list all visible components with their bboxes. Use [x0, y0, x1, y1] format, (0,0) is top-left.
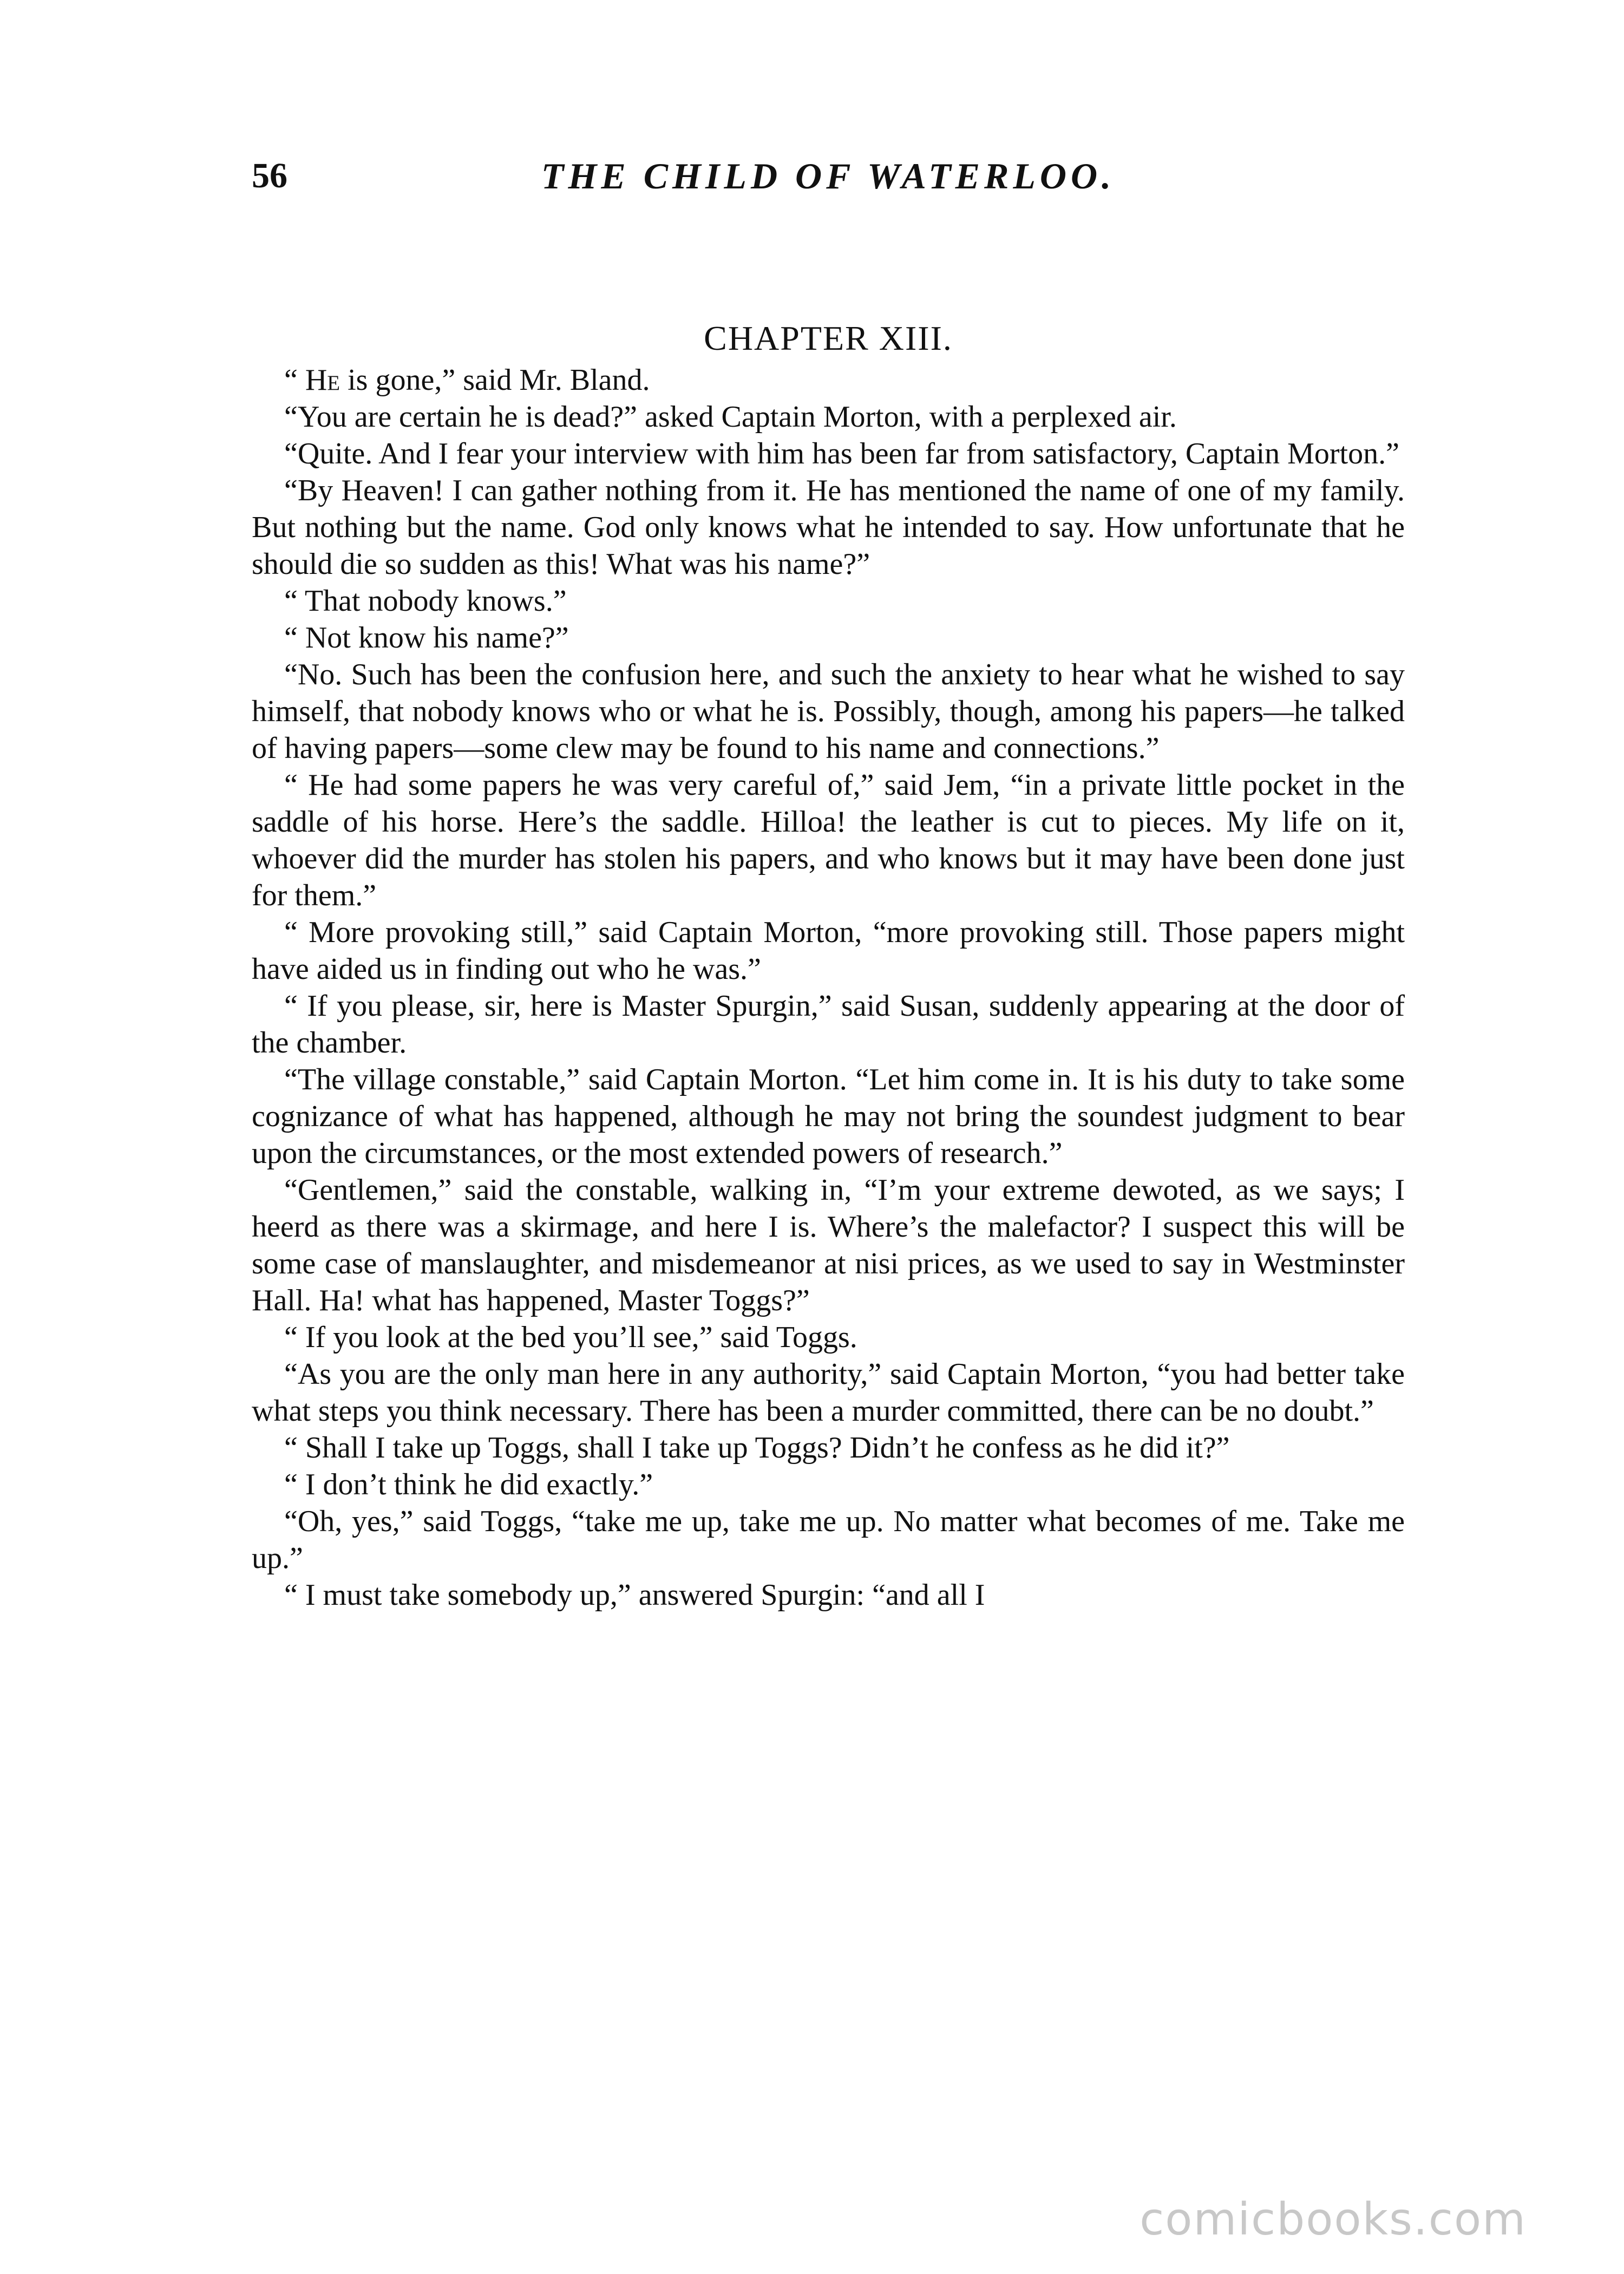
watermark-logo: comicbooks.com — [1140, 2194, 1527, 2245]
paragraph: “Gentlemen,” said the constable, walking in, “I’m your extreme dewoted, as we says; I heerd as there was a skirmage, and here I is. Where’s the malefactor? I suspect this will be some case of manslaughter, and misdemeanor at nisi prices, as we used to say in Westminster Hall. Ha! what has happened, Master Toggs?” — [252, 1173, 1405, 1317]
paragraph: “ If you please, sir, here is Master Spurgin,” said Susan, suddenly appearing at the door of the chamber. — [252, 989, 1405, 1060]
running-title: THE CHILD OF WATERLOO. — [541, 155, 1116, 197]
page-header — [252, 152, 1405, 200]
chapter-title: CHAPTER XIII. — [704, 319, 953, 357]
paragraph: “ I must take somebody up,” answered Spurgin: “and all I — [284, 1578, 985, 1612]
paragraph: “You are certain he is dead?” asked Captain Morton, with a perplexed air. — [284, 400, 1177, 434]
paragraph — [252, 362, 1405, 398]
paragraph: “No. Such has been the confusion here, and such the anxiety to hear what he wished to say himself, that nobody knows who or what he is. Possibly, though, among his papers—he talked of having papers—some clew may be found to his name and connections.” — [252, 658, 1405, 765]
paragraph-lead: “ He — [284, 363, 340, 397]
paragraph: “ If you look at the bed you’ll see,” said Toggs. — [284, 1321, 857, 1354]
paragraph: “By Heaven! I can gather nothing from it. He has mentioned the name of one of my family. But nothing but the name. God only knows what he intended to say. How unfortunate that he should die so sudden as this! What was his name?” — [252, 474, 1405, 581]
paragraph: “ I don’t think he did exactly.” — [284, 1468, 653, 1501]
paragraph: “ More provoking still,” said Captain Morton, “more provoking still. Those papers might have aided us in finding out who he was.” — [252, 916, 1405, 986]
page-number: 56 — [252, 156, 287, 195]
paragraph: “As you are the only man here in any authority,” said Captain Morton, “you had better take what steps you think necessary. There has been a murder committed, there can be no doubt.” — [252, 1357, 1405, 1428]
paragraph: “ Not know his name?” — [284, 621, 569, 655]
paragraph: “ That nobody knows.” — [284, 584, 567, 618]
paragraph: “The village constable,” said Captain Morton. “Let him come in. It is his duty to take some cognizance of what has happened, although he may not bring the soundest judgment to bear upon the circumstances, or the most extended powers of research.” — [252, 1063, 1405, 1170]
paragraph: “Oh, yes,” said Toggs, “take me up, take me up. No matter what becomes of me. Take me up.” — [252, 1505, 1405, 1575]
paragraph: “ He had some papers he was very careful of,” said Jem, “in a private little pocket in the saddle of his horse. Here’s the saddle. Hilloa! the leather is cut to pieces. My life on it, whoever did the murder has stolen his papers, and who knows but it may have been done just for them.” — [252, 768, 1405, 912]
paragraph: “ Shall I take up Toggs, shall I take up Toggs? Didn’t he confess as he did it?” — [284, 1431, 1230, 1465]
paragraph-text: is gone,” said Mr. Bland. — [340, 363, 650, 397]
paragraph: “Quite. And I fear your interview with him has been far from satisfactory, Captain Morton.” — [284, 437, 1399, 471]
chapter-body — [252, 362, 1405, 1613]
